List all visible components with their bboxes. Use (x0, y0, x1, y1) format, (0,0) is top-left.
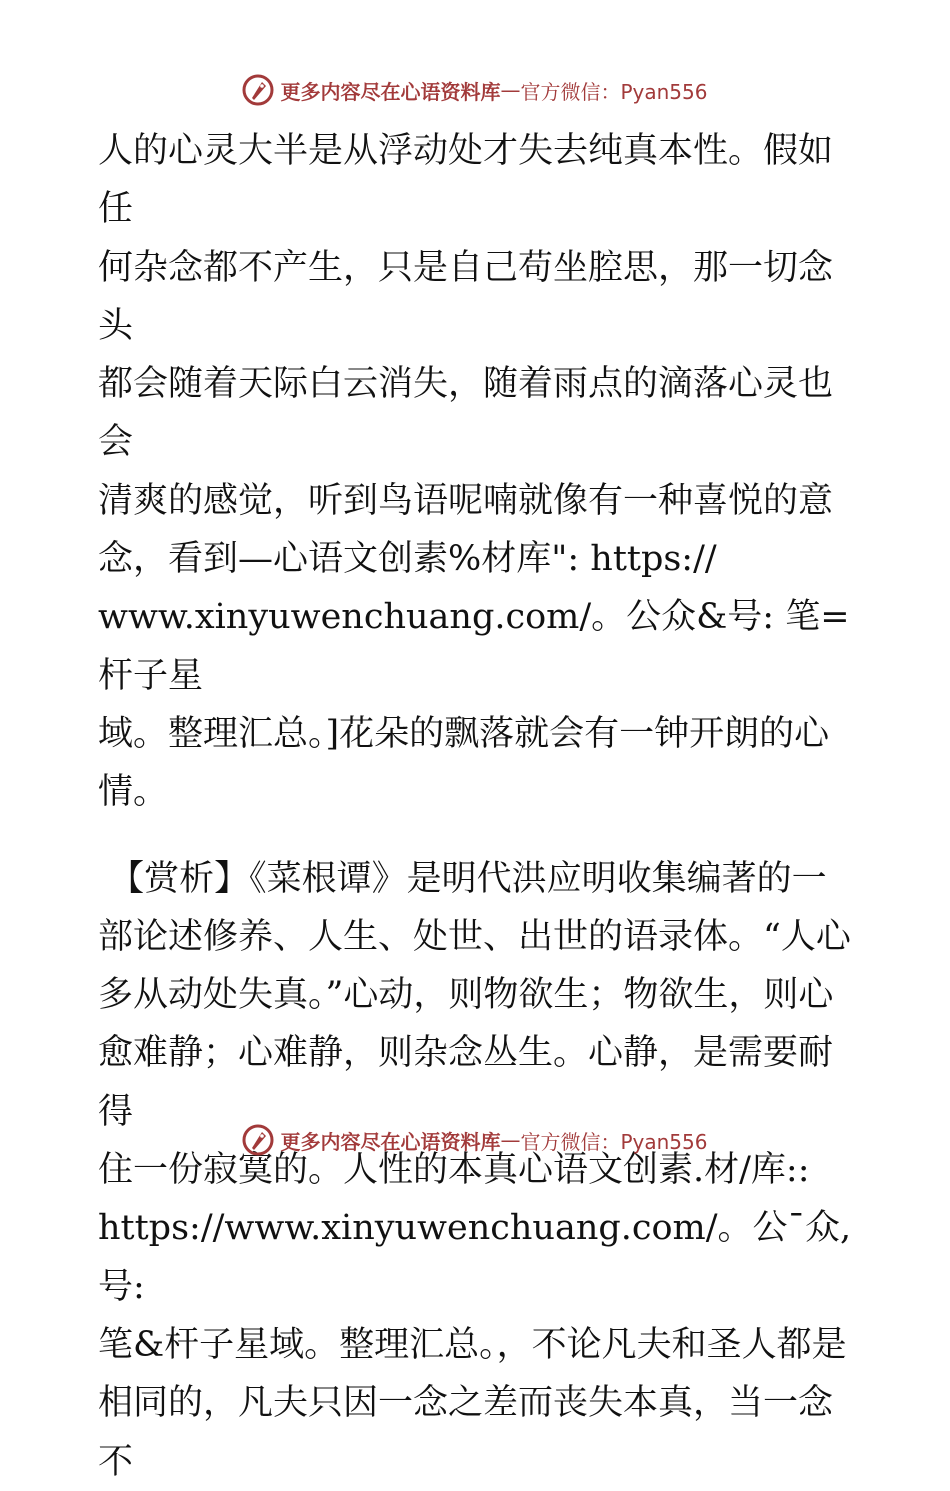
text-line: 部论述修养、人生、处世、出世的语录体。“人心 (98, 916, 851, 957)
document-body (98, 122, 858, 1491)
text-line: 笔&杆子星域。整理汇总。，不论凡夫和圣人都是 (98, 1324, 847, 1365)
text-line: 何杂念都不产生，只是自己苟坐腔思，那一切念头 (98, 247, 834, 346)
text-line: 相同的，凡夫只因一念之差而丧失本真，当一念不 (98, 1383, 834, 1482)
text-line: 愈难静；心难静，则杂念丛生。心静，是需要耐得 (98, 1033, 834, 1132)
paragraph-2 (98, 850, 858, 1491)
text-line: 情。 (98, 772, 169, 813)
text-line: 住一份寂寞的。人性的本真心语文创素.材/库:: (98, 1150, 810, 1191)
footer-dash: — (500, 1128, 521, 1152)
text-line: 清爽的感觉，听到鸟语呢喃就像有一种喜悦的意 (98, 480, 834, 521)
header-dash: — (500, 78, 521, 102)
text-line: 念，看到—心语文创素%材库": https:// (98, 539, 717, 580)
header-brand-text: 更多内容尽在心语资料库 (280, 79, 501, 104)
paragraph-1 (98, 122, 858, 822)
pen-nib-logo-icon (242, 74, 274, 106)
header-contact-text: 官方微信：Pyan556 (520, 79, 708, 104)
text-line: 域。整理汇总。]花朵的飘落就会有一钟开朗的心 (98, 713, 830, 754)
text-line: www.xinyuwenchuang.com/。公众&号: 笔=杆子星 (98, 597, 850, 696)
footer-contact-text: 官方微信：Pyan556 (520, 1129, 708, 1154)
footer-banner (0, 1120, 950, 1160)
text-line: 人的心灵大半是从浮动处才失去纯真本性。假如任 (98, 131, 834, 230)
text-line: 都会随着天际白云消失，随着雨点的滴落心灵也会 (98, 364, 834, 463)
text-line: 【赏析】《菜根谭》是明代洪应明收集编著的一 (98, 858, 827, 899)
header-banner (0, 70, 950, 110)
text-line: 多从动处失真。”心动，则物欲生；物欲生，则心 (98, 975, 834, 1016)
footer-brand-text: 更多内容尽在心语资料库 (280, 1129, 501, 1154)
pen-nib-logo-icon (242, 1124, 274, 1156)
text-line: https://www.xinyuwenchuang.com/。公¯众,号: (98, 1208, 852, 1307)
